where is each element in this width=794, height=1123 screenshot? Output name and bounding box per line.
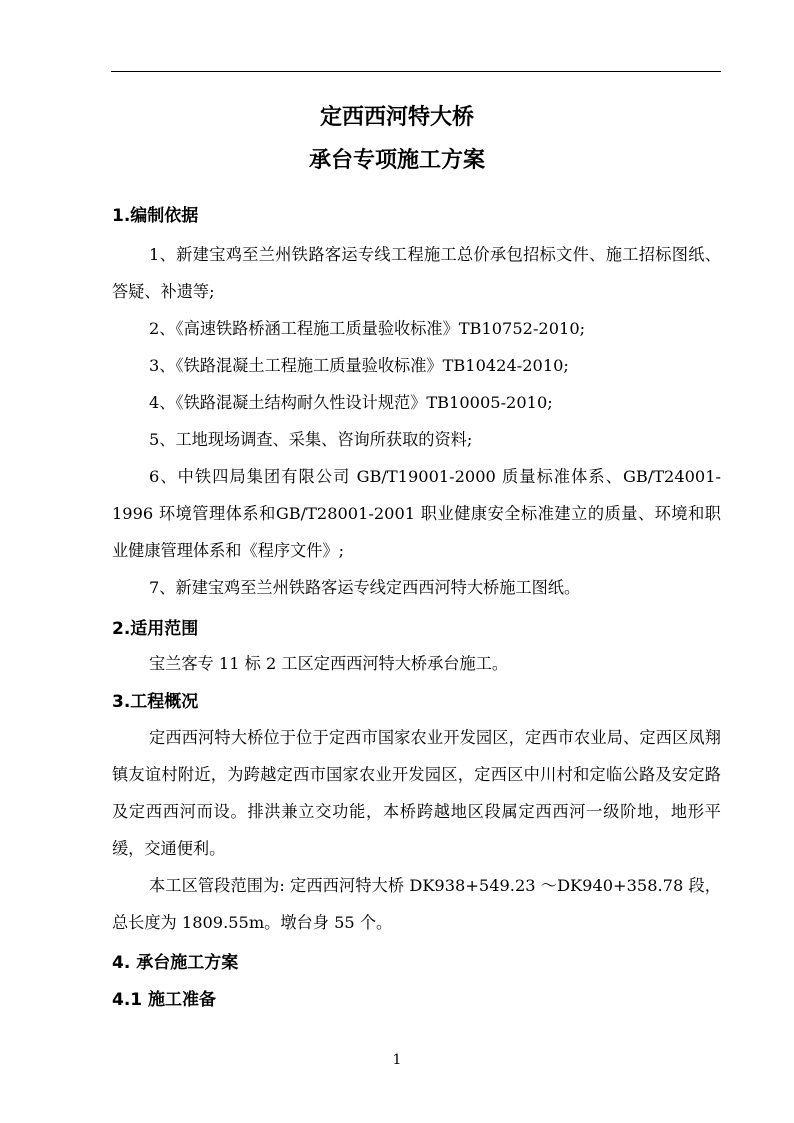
section-range-paragraph: 本工区管段范围为: 定西西河特大桥 DK938+549.23 ～DK940+358.78 段，总长度为 1809.55m。墩台身 55 个。	[112, 876, 721, 932]
document-title: 定西西河特大桥	[319, 105, 474, 130]
header-rule	[111, 71, 721, 72]
basis-item-1: 1、新建宝鸡至兰州铁路客运专线工程施工总价承包招标文件、施工招标图纸、答疑、补遗等;	[112, 245, 721, 301]
page-number: 1	[392, 1052, 402, 1068]
basis-item-6: 6、中铁四局集团有限公司 GB/T19001-2000 质量标准体系、GB/T24001-1996 环境管理体系和GB/T28001-2001 职业健康安全标准建立的质量、环境和职业健康管理体系和《程序文件》;	[112, 467, 721, 560]
overview-paragraph: 定西西河特大桥位于位于定西市国家农业开发园区，定西市农业局、定西区凤翔镇友谊村附近，为跨越定西市国家农业开发园区，定西区中川村和定临公路及安定路及定西西河而设。排洪兼立交功能，本桥跨越地区段属定西西河一级阶地，地形平缓，交通便利。	[112, 728, 721, 858]
basis-item-3: 3、《铁路混凝土工程施工质量验收标准》TB10424-2010;	[149, 356, 569, 375]
section-4-1-heading: 4.1 施工准备	[112, 990, 217, 1010]
scope-text: 宝兰客专 11 标 2 工区定西西河特大桥承台施工。	[149, 654, 509, 673]
document-subtitle: 承台专项施工方案	[308, 148, 485, 173]
basis-item-2: 2、《高速铁路桥涵工程施工质量验收标准》TB10752-2010;	[149, 319, 586, 338]
section-2-heading: 2.适用范围	[112, 619, 199, 639]
section-3-heading: 3.工程概况	[112, 692, 199, 712]
basis-item-4: 4、《铁路混凝土结构耐久性设计规范》TB10005-2010;	[149, 393, 553, 412]
section-1-heading: 1.编制依据	[112, 206, 199, 226]
basis-item-5: 5、工地现场调查、采集、咨询所获取的资料;	[149, 430, 473, 449]
basis-item-7: 7、新建宝鸡至兰州铁路客运专线定西西河特大桥施工图纸。	[149, 578, 581, 597]
section-4-heading: 4. 承台施工方案	[112, 953, 239, 973]
